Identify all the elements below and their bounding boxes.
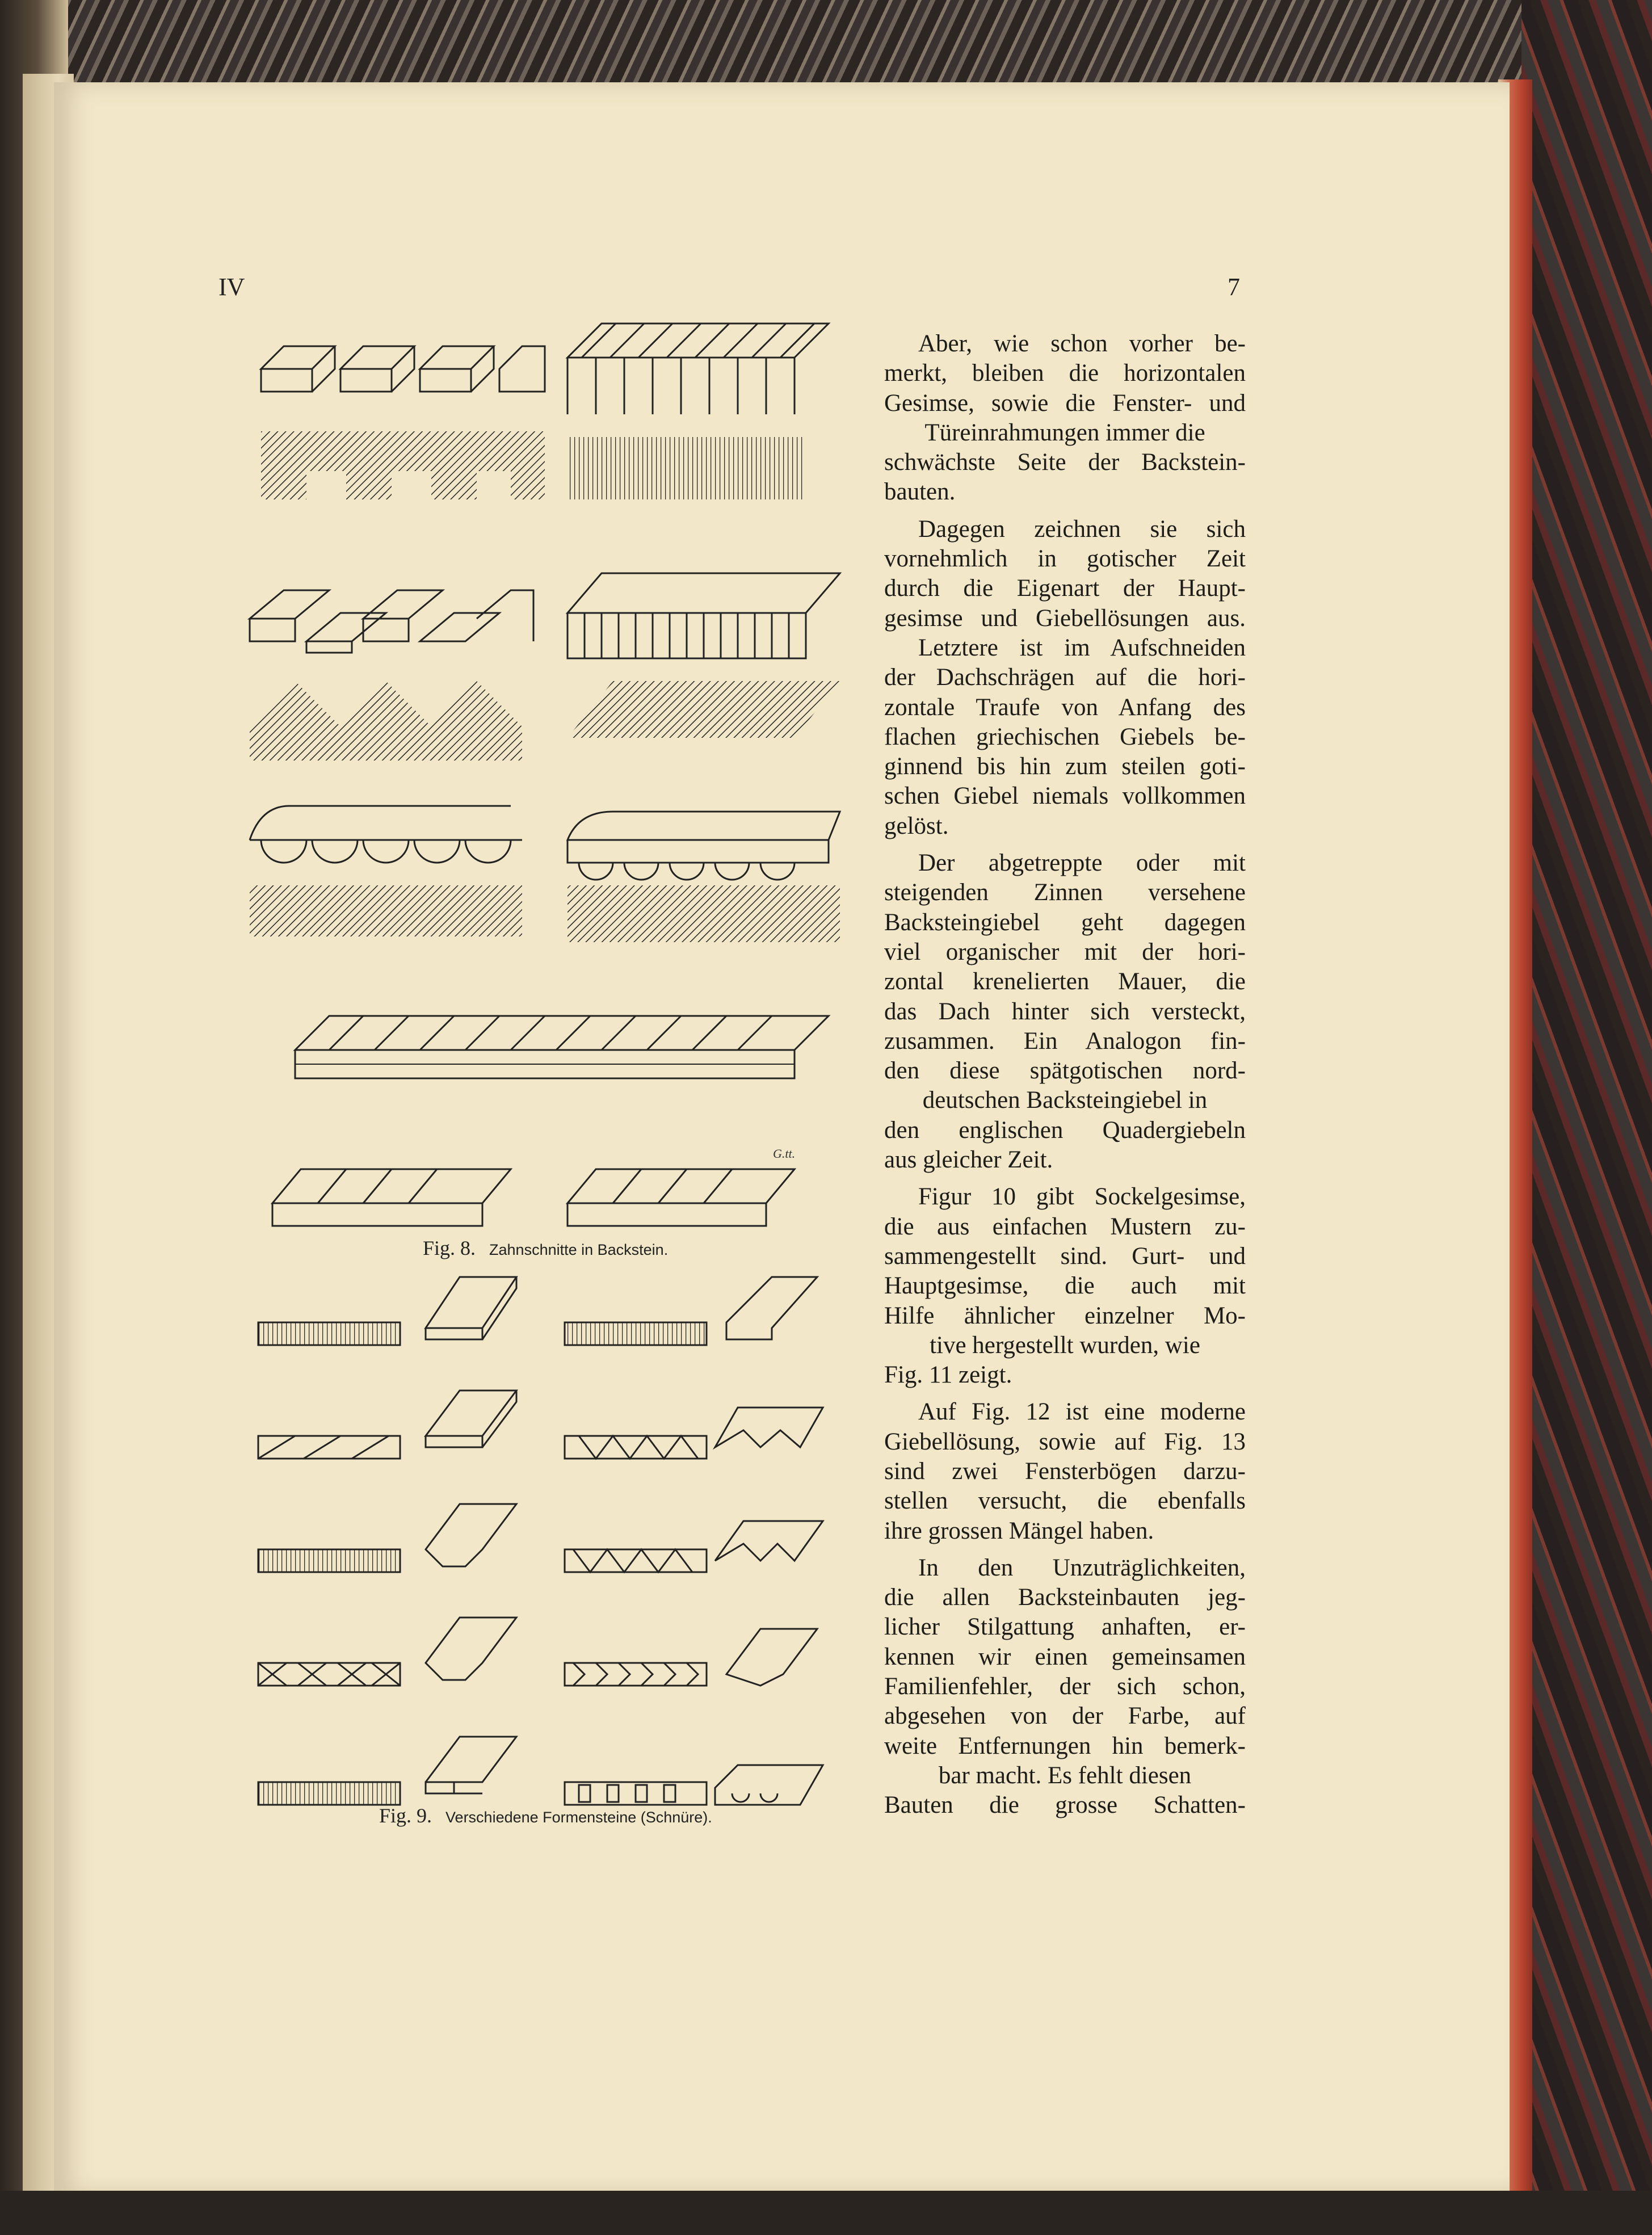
text-line: gesimse und Giebellösungen aus. xyxy=(884,604,1246,632)
fig9-illustration xyxy=(250,1266,851,1833)
dentil-row-2-left xyxy=(250,590,533,653)
dentil-row-4 xyxy=(295,1016,829,1078)
text-line: Der abgetreppte oder mit xyxy=(918,850,1246,877)
text-line: bauten. xyxy=(884,478,956,506)
text-line: Hilfe ähnlicher einzelner Mo- xyxy=(884,1302,1246,1329)
text-line: abgesehen von der Farbe, auf xyxy=(884,1703,1246,1730)
fig8-number: Fig. 8. xyxy=(423,1237,476,1259)
text-line: vornehmlich in gotischer Zeit xyxy=(884,545,1246,573)
text-line: der Dachschrägen auf die hori- xyxy=(884,664,1246,691)
molding-row-5 xyxy=(258,1737,823,1805)
text-line: Auf Fig. 12 ist eine moderne xyxy=(918,1398,1246,1426)
text-line: Giebellösung, sowie auf Fig. 13 xyxy=(884,1428,1246,1455)
text-line: In den Unzuträglichkeiten, xyxy=(918,1554,1246,1581)
text-line: den diese spätgotischen nord- xyxy=(884,1057,1246,1085)
text-line: bar macht. Es fehlt diesen xyxy=(938,1762,1192,1789)
book-cover-bottom xyxy=(0,2191,1652,2235)
text-line: ihre grossen Mängel haben. xyxy=(884,1517,1154,1544)
fig9-number: Fig. 9. xyxy=(379,1804,432,1827)
dentil-row-5-left xyxy=(272,1169,511,1226)
dentil-row-1-right xyxy=(568,324,829,414)
page-number: 7 xyxy=(1228,273,1240,301)
dentil-row-1-left xyxy=(261,346,545,392)
body-text-column xyxy=(884,329,1246,1821)
fig8-caption xyxy=(423,1236,668,1260)
text-line: gelöst. xyxy=(884,812,949,839)
fig8-caption-text: Zahnschnitte in Backstein. xyxy=(489,1241,669,1258)
text-line: ginnend bis hin zum steilen goti- xyxy=(884,753,1246,780)
text-line: Letztere ist im Aufschneiden xyxy=(918,634,1246,661)
text-line: Figur 10 gibt Sockelgesimse, xyxy=(918,1183,1246,1211)
dentil-row-2-right xyxy=(568,573,840,658)
text-line: die allen Backsteinbauten jeg- xyxy=(884,1584,1246,1611)
text-line: viel organischer mit der hori- xyxy=(884,938,1246,965)
text-line: zusammen. Ein Analogon fin- xyxy=(884,1027,1246,1055)
book-cover-right xyxy=(1521,0,1652,2235)
text-line: Backsteingiebel geht dagegen xyxy=(884,909,1246,936)
text-line: das Dach hinter sich versteckt, xyxy=(884,998,1246,1025)
text-line: Türeinrahmungen immer die xyxy=(924,419,1205,446)
text-line: Gesimse, sowie die Fenster- und xyxy=(884,389,1246,417)
text-line: den englischen Quadergiebeln xyxy=(884,1116,1246,1144)
molding-row-2 xyxy=(258,1390,823,1459)
molding-row-3 xyxy=(258,1504,823,1572)
text-line: Fig. 11 zeigt. xyxy=(884,1362,1012,1389)
text-line: die aus einfachen Mustern zu- xyxy=(884,1213,1246,1240)
molding-row-4 xyxy=(258,1618,817,1686)
text-line: tive hergestellt wurden, wie xyxy=(930,1331,1200,1359)
text-line: zontal krenelierten Mauer, die xyxy=(884,968,1246,995)
dentil-row-3-left xyxy=(250,806,522,863)
text-line: Dagegen zeichnen sie sich xyxy=(918,515,1246,543)
text-line: Familienfehler, der sich schon, xyxy=(884,1673,1246,1700)
text-line: Aber, wie schon vorher be- xyxy=(918,330,1246,357)
text-line: Bauten die grosse Schatten- xyxy=(884,1792,1246,1819)
text-line: flachen griechischen Giebels be- xyxy=(884,723,1246,750)
dentil-row-3-right xyxy=(568,812,840,880)
text-line: zontale Traufe von Anfang des xyxy=(884,694,1246,721)
dentil-row-5-right xyxy=(568,1169,795,1226)
text-line: licher Stilgattung anhaften, er- xyxy=(884,1614,1246,1641)
fig9-caption xyxy=(379,1804,712,1828)
text-line: Hauptgesimse, die auch mit xyxy=(884,1272,1246,1300)
text-line: durch die Eigenart der Haupt- xyxy=(884,575,1246,602)
text-line: stellen versucht, die ebenfalls xyxy=(884,1488,1246,1515)
fig8-illustration xyxy=(238,318,863,1237)
text-line: kennen wir einen gemeinsamen xyxy=(884,1643,1246,1670)
text-line: steigenden Zinnen versehene xyxy=(884,879,1246,906)
text-line: sind zwei Fensterbögen darzu- xyxy=(884,1457,1246,1485)
book-cover-top xyxy=(0,0,1652,85)
running-header-left: IV xyxy=(218,273,245,301)
text-line: sammengestellt sind. Gurt- und xyxy=(884,1242,1246,1270)
molding-row-1 xyxy=(258,1277,817,1345)
text-line: schwächste Seite der Backstein- xyxy=(884,449,1246,476)
text-line: merkt, bleiben die horizontalen xyxy=(884,360,1246,387)
text-line: aus gleicher Zeit. xyxy=(884,1146,1053,1174)
fig9-caption-text: Verschiedene Formensteine (Schnüre). xyxy=(445,1809,712,1826)
artist-signature: G.tt. xyxy=(773,1146,796,1161)
text-line: deutschen Backsteingiebel in xyxy=(922,1087,1208,1114)
text-line: schen Giebel niemals vollkommen xyxy=(884,783,1246,810)
text-line: weite Entfernungen hin bemerk- xyxy=(884,1732,1246,1759)
